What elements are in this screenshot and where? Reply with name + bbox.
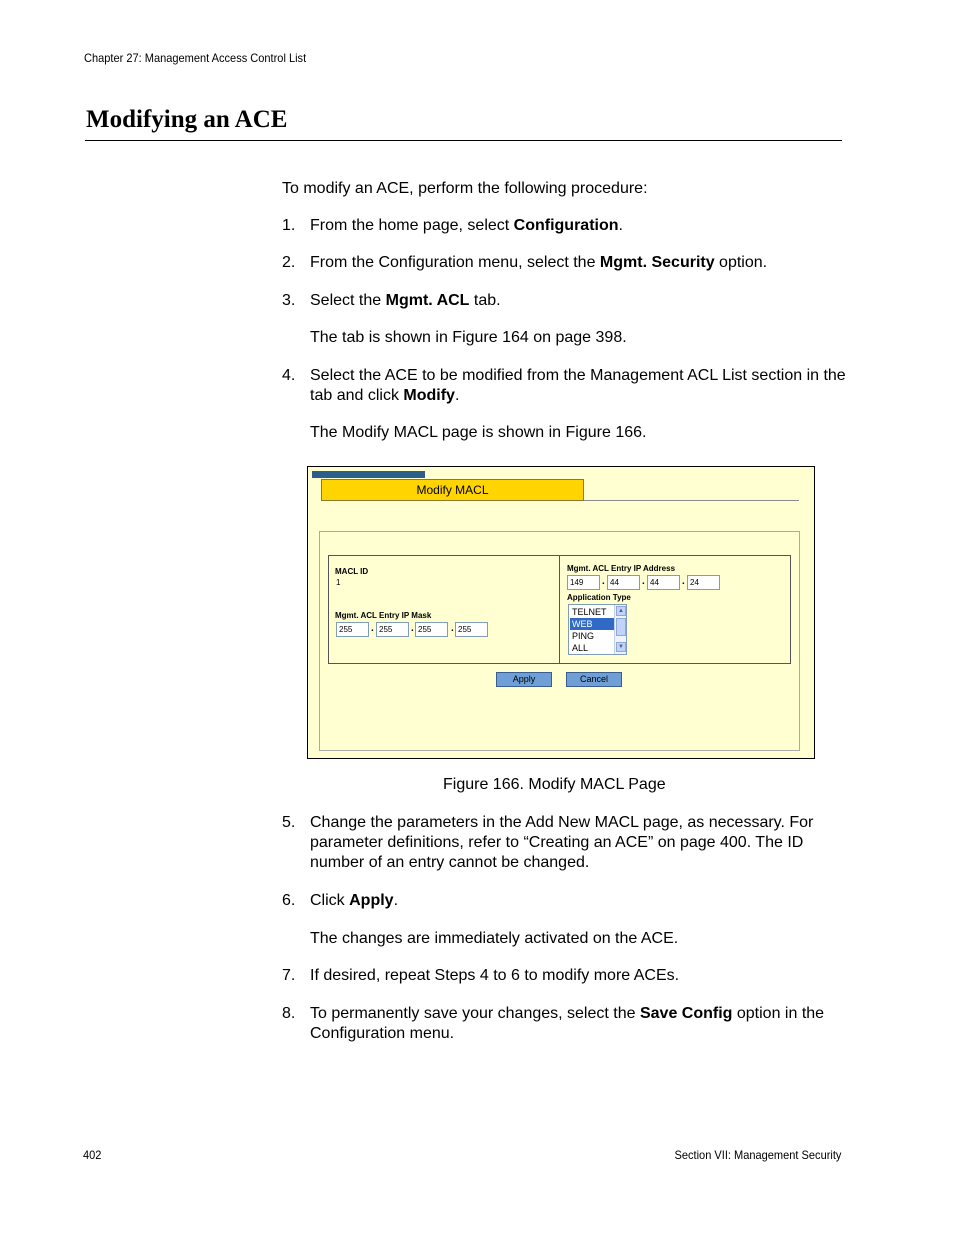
step-text: Click Apply. — [310, 892, 399, 909]
ip-octet-4-input[interactable]: 24 — [687, 575, 720, 590]
ip-octet-2-input[interactable]: 44 — [607, 575, 640, 590]
option-web-selected[interactable]: WEB — [570, 618, 614, 630]
step-number: 3. — [282, 292, 296, 309]
application-type-label: Application Type — [567, 593, 631, 602]
step-number: 4. — [282, 367, 296, 384]
mask-octet-3-input[interactable]: 255 — [415, 622, 448, 637]
listbox-scrollbar[interactable] — [614, 605, 626, 654]
macl-id-value: 1 — [336, 578, 341, 587]
cancel-button[interactable]: Cancel — [566, 672, 622, 687]
mask-octet-1-input[interactable]: 255 — [336, 622, 369, 637]
modify-macl-screenshot — [307, 466, 815, 759]
step-text: Select the Mgmt. ACL tab. — [310, 292, 501, 309]
ip-mask-label: Mgmt. ACL Entry IP Mask — [335, 611, 432, 620]
octet-separator: . — [371, 623, 374, 634]
title-bar — [312, 471, 425, 478]
figure-caption: Figure 166. Modify MACL Page — [443, 776, 666, 793]
footer-section: Section VII: Management Security — [674, 1148, 841, 1162]
octet-separator: . — [682, 576, 685, 587]
section-title: Modifying an ACE — [86, 106, 288, 133]
step-6-note: The changes are immediately activated on the ACE. — [310, 930, 679, 947]
octet-separator: . — [602, 576, 605, 587]
octet-separator: . — [411, 623, 414, 634]
apply-button[interactable]: Apply — [496, 672, 552, 687]
option-ping[interactable]: PING — [572, 631, 595, 641]
option-telnet[interactable]: TELNET — [572, 607, 607, 617]
step-text: To permanently save your changes, select the Save Config option in the Configuration menu. — [310, 1005, 825, 1042]
application-type-listbox[interactable] — [568, 604, 627, 655]
octet-separator: . — [642, 576, 645, 587]
step-text: Change the parameters in the Add New MACL page, as necessary. For parameter definitions, refer to “Creating an ACE” on page 400. The ID number of an entry cannot be changed. — [310, 814, 814, 871]
ip-octet-3-input[interactable]: 44 — [647, 575, 680, 590]
step-number: 1. — [282, 217, 296, 234]
macl-id-label: MACL ID — [335, 567, 369, 576]
tab-modify-macl[interactable]: Modify MACL — [321, 479, 584, 501]
scroll-up-icon[interactable]: ▲ — [616, 606, 626, 616]
ip-address-label: Mgmt. ACL Entry IP Address — [567, 564, 676, 573]
step-number: 7. — [282, 967, 296, 984]
step-number: 6. — [282, 892, 296, 909]
running-head: Chapter 27: Management Access Control List — [84, 51, 307, 65]
step-text: If desired, repeat Steps 4 to 6 to modify more ACEs. — [310, 967, 680, 984]
intro-text: To modify an ACE, perform the following procedure: — [282, 180, 648, 197]
title-rule — [85, 140, 842, 141]
mask-octet-4-input[interactable]: 255 — [455, 622, 488, 637]
option-all[interactable]: ALL — [572, 643, 589, 653]
page-number: 402 — [83, 1148, 102, 1162]
step-3-note: The tab is shown in Figure 164 on page 398. — [310, 329, 627, 346]
scroll-down-icon[interactable]: ▼ — [616, 642, 626, 652]
step-number: 2. — [282, 254, 296, 271]
scroll-thumb[interactable] — [616, 618, 626, 636]
form-divider — [559, 556, 560, 663]
step-text: Select the ACE to be modified from the Management ACL List section in the tab and click Modify. — [310, 367, 846, 404]
tab-underline — [584, 500, 799, 501]
step-number: 5. — [282, 814, 296, 831]
mask-octet-2-input[interactable]: 255 — [376, 622, 409, 637]
octet-separator: . — [451, 623, 454, 634]
ip-octet-1-input[interactable]: 149 — [567, 575, 600, 590]
macl-form — [328, 555, 791, 664]
step-text: From the Configuration menu, select the Mgmt. Security option. — [310, 254, 768, 271]
step-number: 8. — [282, 1005, 296, 1022]
step-text: From the home page, select Configuration. — [310, 217, 623, 234]
step-4-note: The Modify MACL page is shown in Figure 166. — [310, 424, 647, 441]
